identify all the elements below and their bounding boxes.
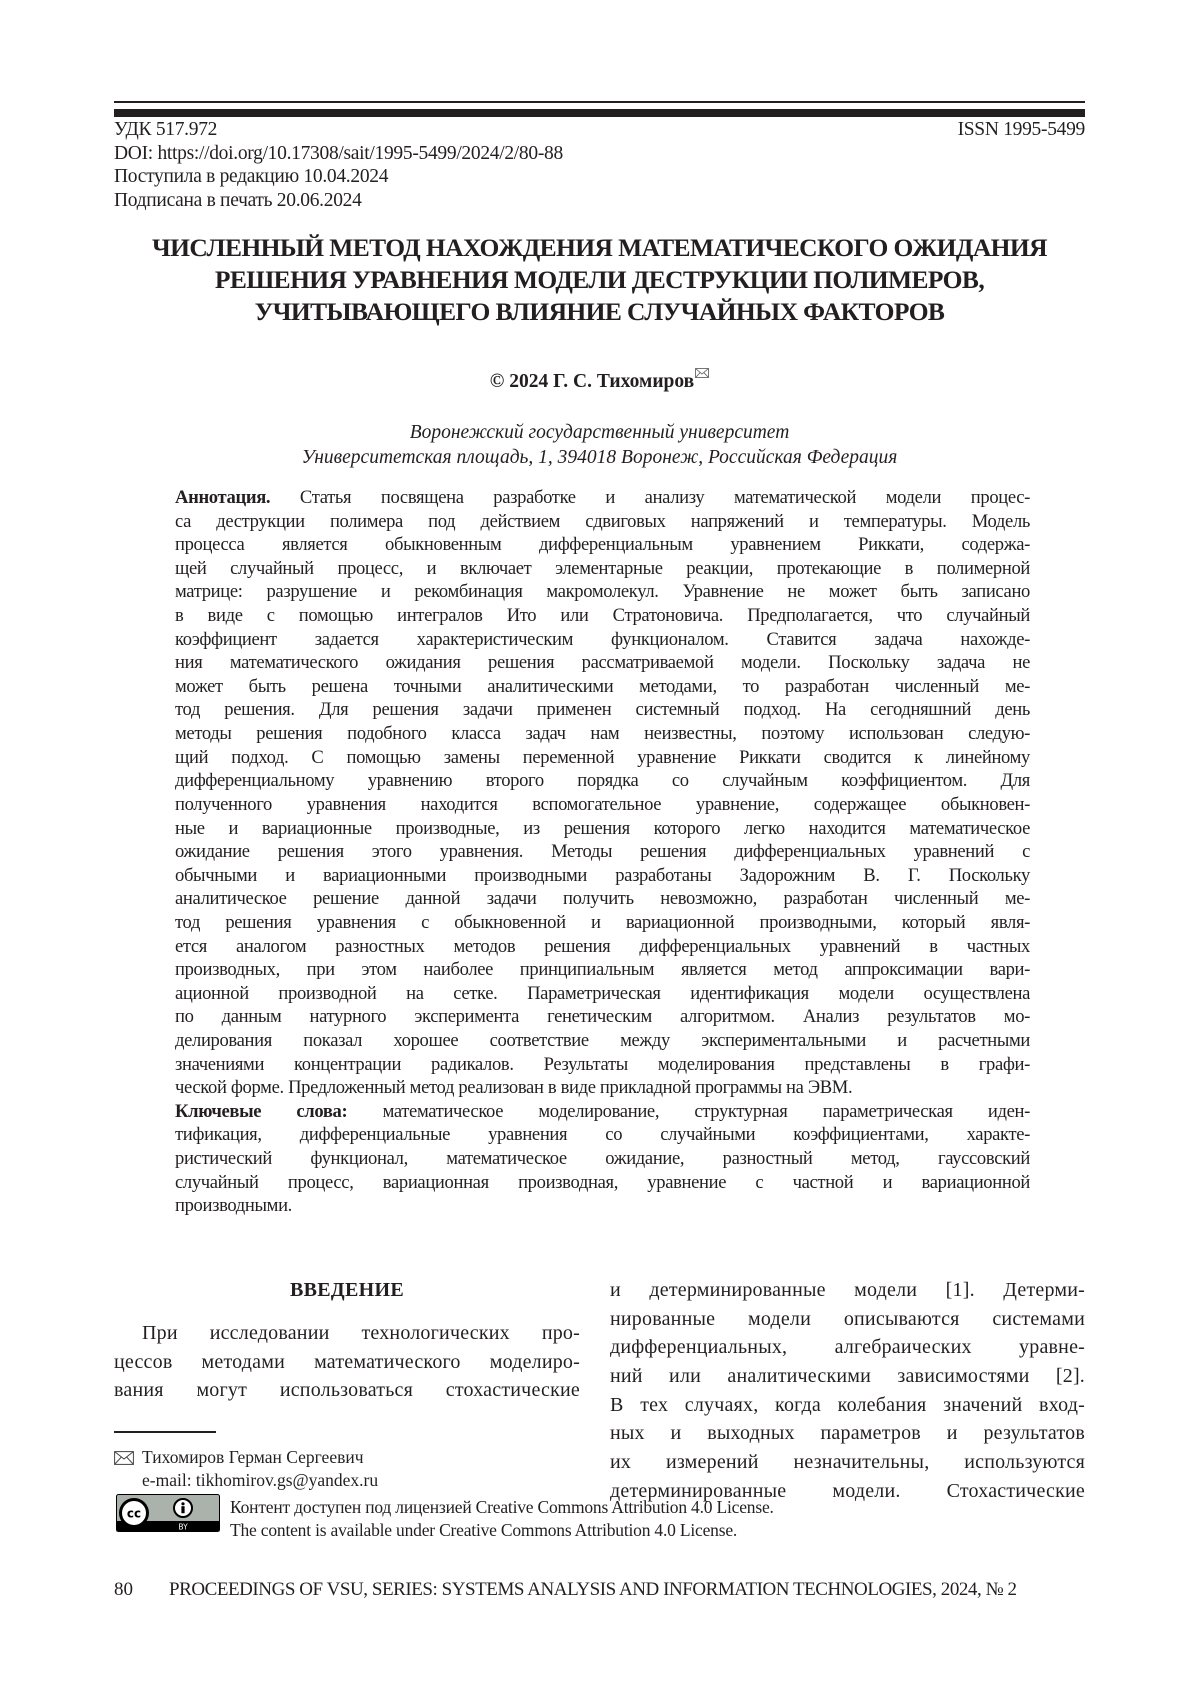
abstract-line: ные и вариационные производные, из решения которого легко находится математическое xyxy=(175,817,1030,839)
footnote-rule xyxy=(114,1431,216,1433)
abstract-line: тод решения уравнения с обыкновенной и вариационной производными, который явля- xyxy=(175,911,1030,933)
abstract-line: делирования показал хорошее соответствие между экспериментальными и расчетными xyxy=(175,1030,1030,1052)
abstract-line: ческой форме. Предложенный метод реализован в виде прикладной программы на ЭВМ. xyxy=(175,1077,853,1099)
abstract-line: процесса является обыкновенным дифференциальным уравнением Риккати, содержа- xyxy=(175,534,1030,556)
abstract-line: ационной производной на сетке. Параметрическая идентификация модели осуществлена xyxy=(175,982,1030,1004)
affiliation-org: Воронежский государственный университет xyxy=(409,422,790,443)
title-line: ЧИСЛЕННЫЙ МЕТОД НАХОЖДЕНИЯ МАТЕМАТИЧЕСКОГО ОЖИДАНИЯ xyxy=(152,233,1047,262)
affiliation-address: Университетская площадь, 1, 394018 Воронеж, Российская Федерация xyxy=(301,447,898,468)
body-line: и детерминированные модели [1]. Детерми- xyxy=(610,1279,1085,1301)
header-rule-thin xyxy=(114,101,1085,103)
by-icon: BY xyxy=(178,1522,188,1532)
affiliation xyxy=(114,420,1085,470)
page-number: 80 xyxy=(114,1579,133,1600)
abstract-line: тод решения. Для решения задачи применен системный подход. На сегодняшний день xyxy=(175,699,1030,721)
section-heading-introduction: ВВЕДЕНИЕ xyxy=(290,1279,404,1301)
footnote-email[interactable]: e-mail: tikhomirov.gs@yandex.ru xyxy=(142,1470,379,1490)
abstract-line: производных, при этом наиболее принципиальным является метод аппроксимации вари- xyxy=(175,959,1030,981)
abstract-line: щий подход. С помощью замены переменной уравнение Риккати сводится к линейному xyxy=(175,746,1030,768)
keywords-label: Ключевые слова: xyxy=(175,1100,348,1122)
abstract-line: методы решения подобного класса задач нам неизвестны, поэтому использован следую- xyxy=(175,723,1030,745)
signed-date: Подписана в печать 20.06.2024 xyxy=(114,189,362,211)
body-line: вания могут использоваться стохастические xyxy=(114,1379,580,1402)
envelope-icon xyxy=(114,1451,134,1465)
cc-icon: cc xyxy=(126,1506,142,1521)
license-text-ru: Контент доступен под лицензией Creative Commons Attribution 4.0 License. xyxy=(230,1497,774,1517)
keywords-line: Ключевые слова: математическое моделирование, структурная параметрическая иден- xyxy=(175,1100,1030,1122)
body-line: При исследовании технологических про- xyxy=(142,1322,580,1344)
body-line: нированные модели описываются системами xyxy=(610,1307,1085,1330)
doi-link[interactable]: DOI: https://doi.org/10.17308/sait/1995-5499/2024/2/80-88 xyxy=(114,142,563,164)
body-line: дифференциальных, алгебраических уравне- xyxy=(610,1336,1085,1359)
received-date: Поступила в редакцию 10.04.2024 xyxy=(114,166,389,188)
intro-left-column xyxy=(114,1319,580,1405)
abstract-line: щей случайный процесс, и включает элементарные реакции, протекающие в полимерной xyxy=(175,557,1030,579)
abstract-label: Аннотация. xyxy=(175,487,271,508)
abstract-line: коэффициент задается характеристическим функционалом. Ставится задача нахожде- xyxy=(175,628,1030,650)
body-line: ных и выходных параметров и результатов xyxy=(610,1422,1085,1445)
article-metadata xyxy=(114,118,563,212)
body-line: цессов методами математического моделиро- xyxy=(114,1350,580,1373)
license-text xyxy=(230,1496,774,1542)
author-line xyxy=(114,368,1085,394)
abstract-line: по данным натурного эксперимента генетическим алгоритмом. Анализ результатов мо- xyxy=(175,1006,1030,1028)
envelope-icon[interactable] xyxy=(695,368,709,378)
abstract-line: дифференциальному уравнению второго порядка со случайным коэффициентом. Для xyxy=(175,770,1030,792)
intro-right-column xyxy=(610,1276,1085,1506)
abstract-line: в виде с помощью интегралов Ито или Стратоновича. Предполагается, что случайный xyxy=(175,605,1030,627)
abstract-line: полученного уравнения находится вспомогательное уравнение, содержащее обыкновен- xyxy=(175,793,1030,815)
cc-by-license-badge[interactable] xyxy=(116,1494,220,1532)
issn: ISSN 1995-5499 xyxy=(957,119,1085,140)
abstract xyxy=(175,486,1030,1218)
footnote-author-name: Тихомиров Герман Сергеевич xyxy=(142,1447,364,1467)
author-name: © 2024 Г. С. Тихомиров xyxy=(489,371,695,392)
keywords-line: ристический функционал, математическое ожидание, разностный метод, гауссовский xyxy=(175,1148,1030,1170)
body-line: В тех случаях, когда колебания значений вход- xyxy=(610,1393,1085,1416)
abstract-line: обычными и вариационными производными разработаны Задорожним В. Г. Поскольку xyxy=(175,864,1030,886)
article-title xyxy=(114,232,1085,328)
body-line: их измерений незначительны, используются xyxy=(610,1451,1085,1474)
udc-code: УДК 517.972 xyxy=(114,119,218,140)
keywords-line: случайный процесс, вариационная производная, уравнение с частной и вариационной xyxy=(175,1171,1030,1193)
abstract-line: может быть решена точными аналитическими методами, то разработан численный ме- xyxy=(175,675,1030,697)
header-rule-thick xyxy=(114,109,1085,117)
abstract-line: ется аналогом разностных методов решения дифференциальных уравнений в частных xyxy=(175,935,1030,957)
journal-name: PROCEEDINGS OF VSU, SERIES: SYSTEMS ANALYSIS AND INFORMATION TECHNOLOGIES, 2024, № 2 xyxy=(169,1579,1017,1600)
body-line: ний или аналитическими зависимостями [2]. xyxy=(610,1365,1085,1388)
abstract-line: матрице: разрушение и рекомбинация макромолекул. Уравнение не может быть записано xyxy=(175,581,1030,603)
title-line: УЧИТЫВАЮЩЕГО ВЛИЯНИЕ СЛУЧАЙНЫХ ФАКТОРОВ xyxy=(254,297,945,326)
abstract-line: са деструкции полимера под действием сдвиговых напряжений и температуры. Модель xyxy=(175,510,1030,532)
keywords-line: тификация, дифференциальные уравнения со случайными коэффициентами, характе- xyxy=(175,1124,1030,1146)
body-line: детерминированные модели. Стохастические xyxy=(610,1479,1085,1502)
abstract-line: Аннотация. Статья посвящена разработке и анализу математической модели процес- xyxy=(175,487,1030,508)
author-footnote xyxy=(114,1446,378,1492)
abstract-line: ожидание решения этого уравнения. Методы решения дифференциальных уравнений с xyxy=(175,841,1030,863)
abstract-line: ния математического ожидания решения рассматриваемой модели. Поскольку задача не xyxy=(175,652,1030,674)
title-line: РЕШЕНИЯ УРАВНЕНИЯ МОДЕЛИ ДЕСТРУКЦИИ ПОЛИМЕРОВ, xyxy=(214,265,985,294)
keywords-line: производными. xyxy=(175,1195,292,1217)
license-text-en: The content is available under Creative Commons Attribution 4.0 License. xyxy=(230,1520,738,1540)
abstract-line: аналитическое решение данной задачи получить невозможно, разработан численный ме- xyxy=(175,888,1030,910)
abstract-line: значениями концентрации радикалов. Результаты моделирования представлены в графи- xyxy=(175,1053,1030,1075)
